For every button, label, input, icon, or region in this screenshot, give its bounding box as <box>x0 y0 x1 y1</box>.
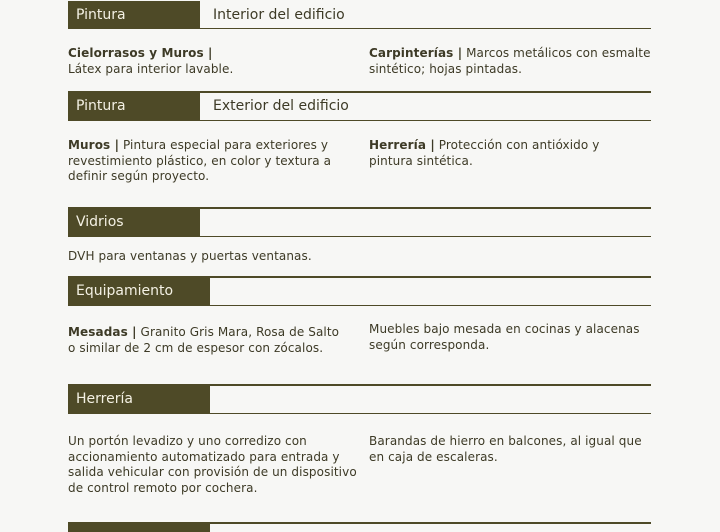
section-tab: Vidrios <box>68 207 200 237</box>
section-header-pintura-interior <box>68 1 651 29</box>
section-tab: Herrería <box>68 384 210 414</box>
section-tab: Equipamiento <box>68 276 210 306</box>
section-header-herreria <box>68 384 651 414</box>
text-body: Marcos metálicos con esmalte sintético; hojas pintadas. <box>369 46 651 76</box>
text-lead: Mesadas | <box>68 325 137 339</box>
divider <box>210 413 651 415</box>
text-body: Protección con antióxido y pintura sintética. <box>369 138 600 168</box>
text-barandas: Barandas de hierro en balcones, al igual que en caja de escaleras. <box>369 434 642 464</box>
text-porton: Un portón levadizo y uno corredizo con accionamiento automatizado para entrada y salida vehicular con provisión de un dispositivo de control remoto por cochera. <box>68 434 357 495</box>
text-muebles: Muebles bajo mesada en cocinas y alacenas según corresponda. <box>369 322 640 352</box>
text-body: Granito Gris Mara, Rosa de Salto o similar de 2 cm de espesor con zócalos. <box>68 325 340 355</box>
text-lead: Muros | <box>68 138 120 152</box>
divider <box>200 236 651 238</box>
section-header-equipamiento <box>68 276 651 306</box>
divider <box>210 276 651 278</box>
section-header-cropped <box>68 522 651 532</box>
divider <box>210 384 651 386</box>
divider <box>200 207 651 209</box>
text-body: Látex para interior lavable. <box>68 61 234 76</box>
section-tab <box>68 522 210 532</box>
text-lead: Carpinterías | <box>369 46 463 60</box>
text-carpinterias <box>369 46 659 77</box>
text-lead: Cielorrasos y Muros | <box>68 46 213 60</box>
text-cielorrasos <box>68 46 358 77</box>
section-header-vidrios <box>68 207 651 237</box>
text-muros <box>68 138 346 185</box>
divider <box>210 522 651 524</box>
section-subtitle: Exterior del edificio <box>213 98 349 114</box>
divider <box>210 305 651 307</box>
section-subtitle: Interior del edificio <box>213 7 345 23</box>
section-header-pintura-exterior <box>68 91 651 121</box>
section-tab: Pintura <box>68 1 200 29</box>
text-mesadas <box>68 325 346 356</box>
text-herreria-pintura <box>369 138 614 169</box>
text-body: Pintura especial para exteriores y revestimiento plástico, en color y textura a definir según proyecto. <box>68 138 332 183</box>
section-tab: Pintura <box>68 91 200 121</box>
text-lead: Herrería | <box>369 138 435 152</box>
text-vidrios: DVH para ventanas y puertas ventanas. <box>68 249 312 263</box>
